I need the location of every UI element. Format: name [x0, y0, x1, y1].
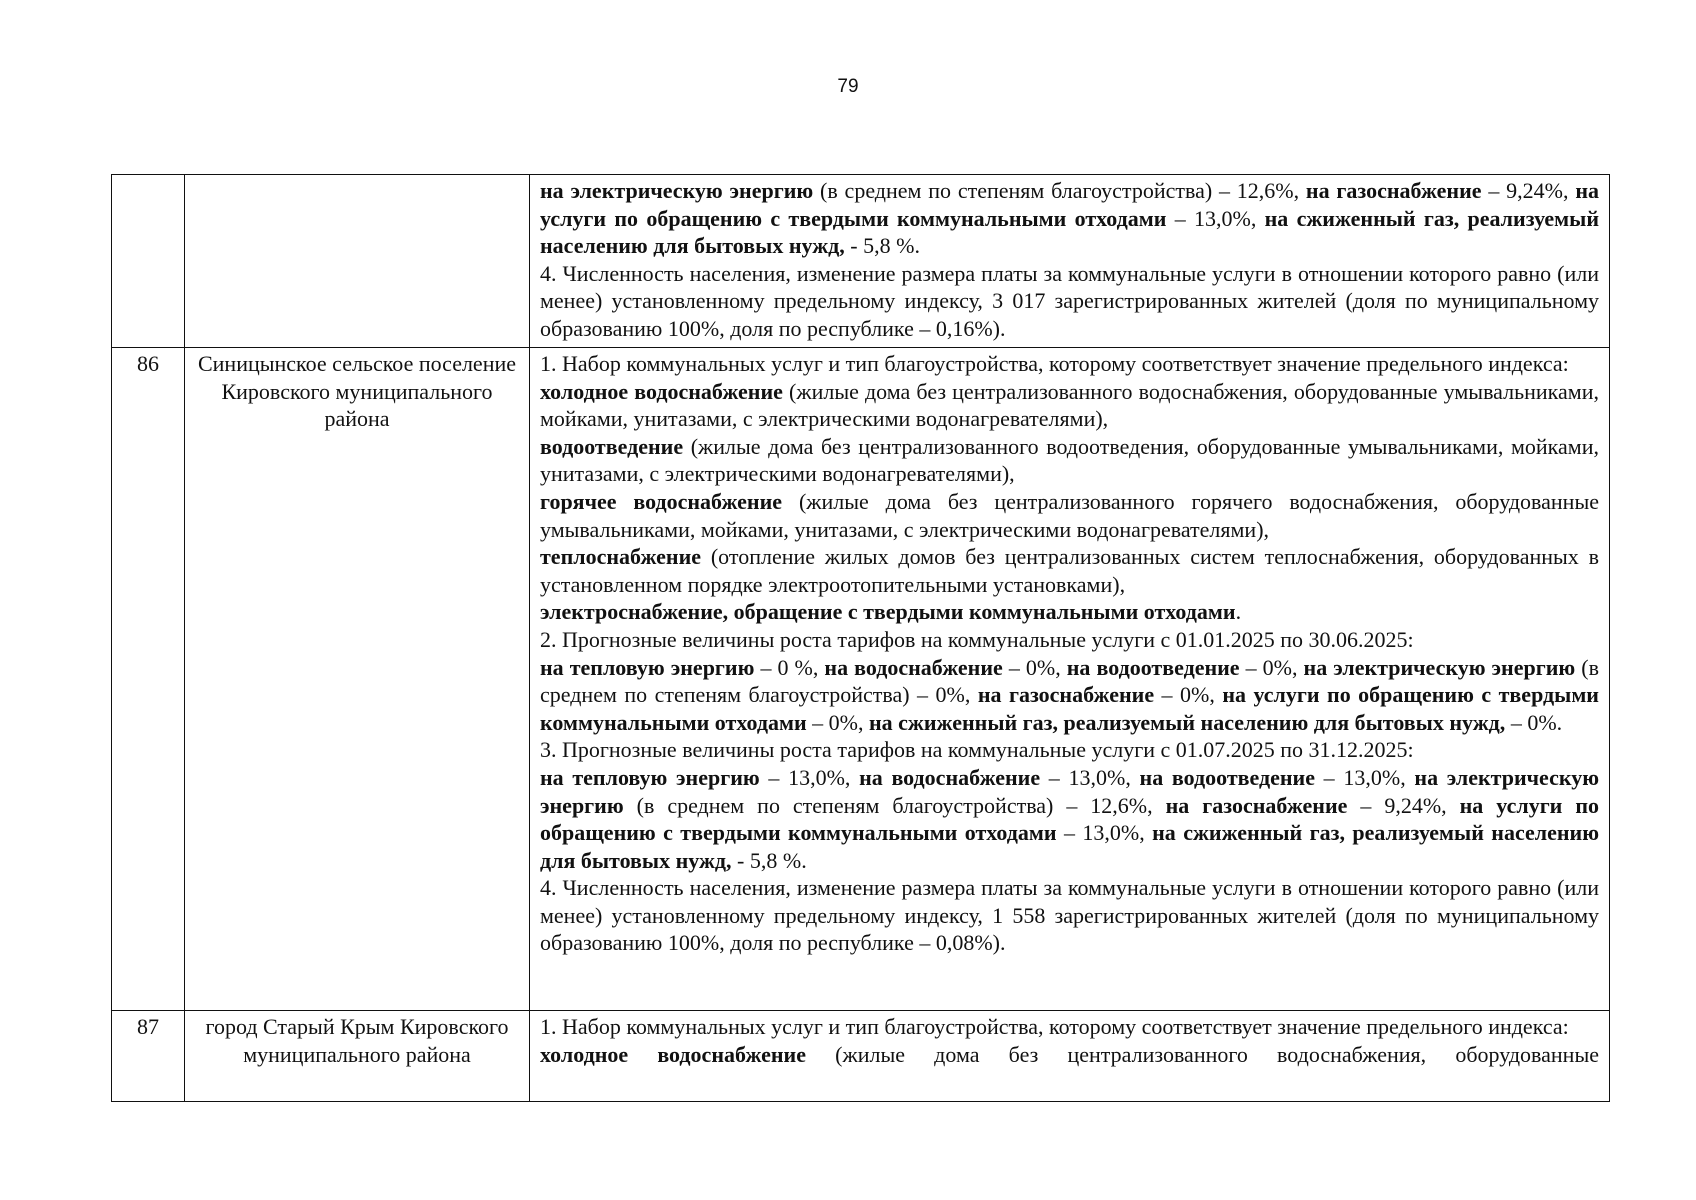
- service-item: горячее водоснабжение (жилые дома без централизованного горячего водоснабжения, оборудованные умывальниками, мойками, унитазами, с электрическими водонагревателями),: [540, 488, 1599, 542]
- service-item: теплоснабжение (отопление жилых домов без централизованных систем теплоснабжения, оборудованных в установленном порядке электроотопительными установками),: [540, 544, 1599, 597]
- forecast-heading-h2: 3. Прогнозные величины роста тарифов на коммунальные услуги с 01.07.2025 по 31.12.2025:: [540, 737, 1414, 763]
- services-set-paragraph: 1. Набор коммунальных услуг и тип благоустройства, которому соответствует значение предельного индекса:: [540, 1014, 1569, 1039]
- municipality-name: [185, 175, 530, 348]
- municipality-name: город Старый Крым Кировского муниципального района: [185, 1011, 530, 1102]
- tariff-table: [111, 174, 1610, 1102]
- service-item: холодное водоснабжение (жилые дома без централизованного водоснабжения, оборудованные: [540, 1041, 1599, 1067]
- row-content: [530, 175, 1610, 348]
- row-content: [530, 1011, 1610, 1102]
- municipality-name: Синицынское сельское поселение Кировского муниципального района: [185, 348, 530, 1011]
- service-item: водоотведение (жилые дома без централизованного водоотведения, оборудованные умывальниками, мойками, унитазами, с электрическими водонагревателями),: [540, 433, 1599, 487]
- table-row: [112, 1011, 1610, 1102]
- table-row: [112, 175, 1610, 348]
- tariff-growth-paragraph: на электрическую энергию (в среднем по степеням благоустройства) – 12,6%, на газоснабжение – 9,24%, на услуги по обращению с твердыми коммунальными отходами – 13,0%, на сжиженный газ, реализуемый населению для бытовых нужд, - 5,8 %.: [540, 178, 1600, 259]
- row-number: 86: [112, 348, 185, 1011]
- services-set-paragraph: 1. Набор коммунальных услуг и тип благоустройства, которому соответствует значение предельного индекса:: [540, 351, 1569, 376]
- tariff-growth-paragraph: на тепловую энергию – 0 %, на водоснабжение – 0%, на водоотведение – 0%, на электрическую энергию (в среднем по степеням благоустройства) – 0%, на газоснабжение – 0%, на услуги по обращению с твердыми коммунальными отходами – 0%, на сжиженный газ, реализуемый населению для бытовых нужд, – 0%.: [540, 654, 1599, 735]
- tariff-growth-paragraph: на тепловую энергию – 13,0%, на водоснабжение – 13,0%, на водоотведение – 13,0%, на электрическую энергию (в среднем по степеням благоустройства) – 12,6%, на газоснабжение – 9,24%, на услуги по обращению с твердыми коммунальными отходами – 13,0%, на сжиженный газ, реализуемый населению для бытовых нужд, - 5,8 %.: [540, 764, 1600, 873]
- row-number: 87: [112, 1011, 185, 1102]
- table-row: [112, 348, 1610, 1011]
- population-paragraph: 4. Численность населения, изменение размера платы за коммунальные услуги в отношении которого равно (или менее) установленному предельному индексу, 1 558 зарегистрированных жителей (доля по муниципальному образованию 100%, доля по республике – 0,08%).: [540, 875, 1599, 956]
- page-number: 79: [837, 76, 859, 97]
- forecast-heading-h1: 2. Прогнозные величины роста тарифов на коммунальные услуги с 01.01.2025 по 30.06.2025:: [540, 626, 1414, 652]
- service-item: холодное водоснабжение (жилые дома без централизованного водоснабжения, оборудованные умывальниками, мойками, унитазами, с электрическими водонагревателями),: [540, 378, 1599, 432]
- row-content: [530, 348, 1610, 1011]
- row-number: [112, 175, 185, 348]
- service-item: электроснабжение, обращение с твердыми коммунальными отходами.: [540, 599, 1242, 625]
- population-paragraph: 4. Численность населения, изменение размера платы за коммунальные услуги в отношении которого равно (или менее) установленному предельному индексу, 3 017 зарегистрированных жителей (доля по муниципальному образованию 100%, доля по республике – 0,16%).: [540, 260, 1599, 341]
